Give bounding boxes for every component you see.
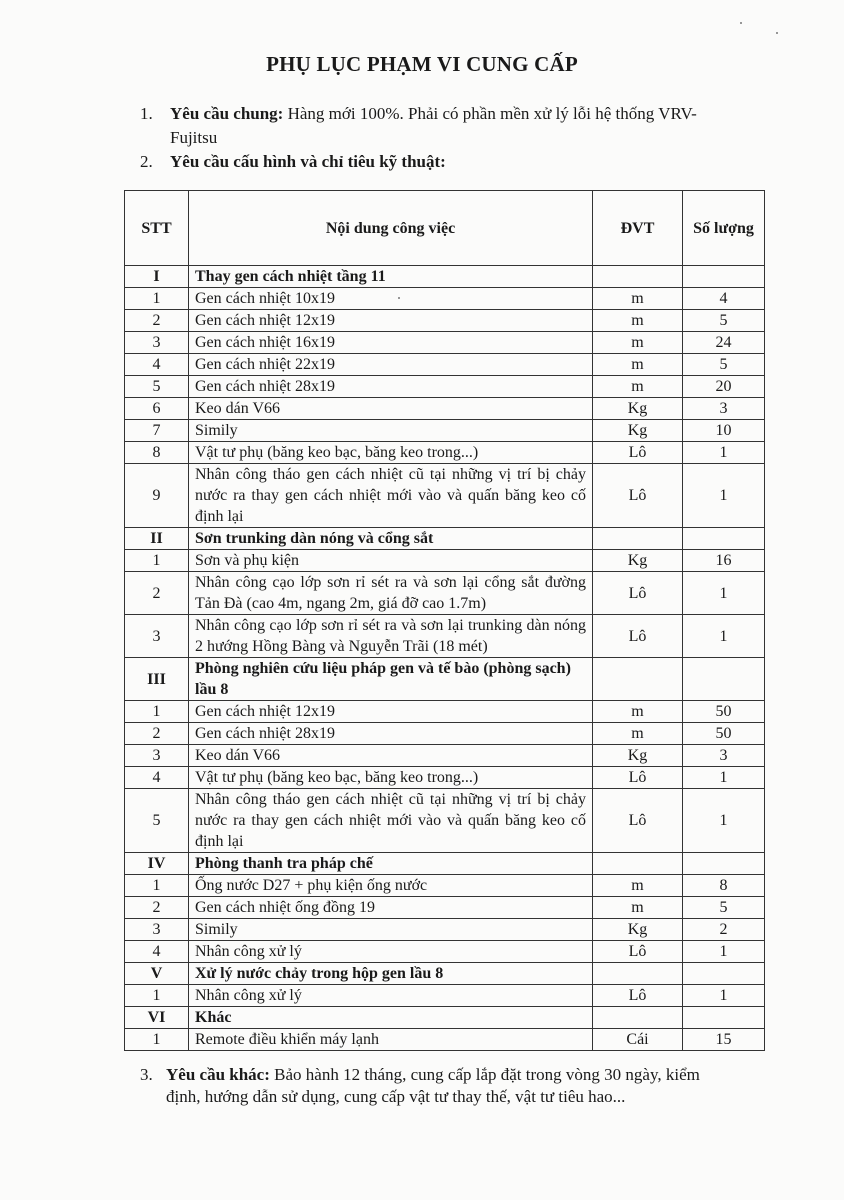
row-quantity: 2 bbox=[683, 919, 765, 941]
row-unit: m bbox=[593, 701, 683, 723]
row-stt: 6 bbox=[125, 398, 189, 420]
row-quantity: 4 bbox=[683, 288, 765, 310]
row-quantity bbox=[683, 658, 765, 701]
table-row bbox=[125, 723, 765, 745]
header-quantity: Số lượng bbox=[683, 191, 765, 266]
table-section-row bbox=[125, 853, 765, 875]
row-content: Phòng nghiên cứu liệu pháp gen và tế bào (phòng sạch) lầu 8 bbox=[189, 658, 593, 701]
row-content: Gen cách nhiệt 16x19 bbox=[189, 332, 593, 354]
row-unit: Lô bbox=[593, 442, 683, 464]
row-stt: 4 bbox=[125, 354, 189, 376]
row-stt: 3 bbox=[125, 919, 189, 941]
row-unit bbox=[593, 853, 683, 875]
row-unit: Kg bbox=[593, 745, 683, 767]
row-stt: 1 bbox=[125, 701, 189, 723]
table-row bbox=[125, 897, 765, 919]
requirement-text: Hàng mới 100%. Phải có phần mền xử lý lỗi hệ thống VRV- bbox=[283, 104, 697, 123]
row-stt: 2 bbox=[125, 310, 189, 332]
table-row bbox=[125, 767, 765, 789]
table-row bbox=[125, 354, 765, 376]
table-header-row bbox=[125, 191, 765, 266]
row-content: Remote điều khiển máy lạnh bbox=[189, 1029, 593, 1051]
row-stt: VI bbox=[125, 1007, 189, 1029]
row-unit: Kg bbox=[593, 398, 683, 420]
row-stt: 9 bbox=[125, 464, 189, 528]
row-quantity: 24 bbox=[683, 332, 765, 354]
table-row bbox=[125, 442, 765, 464]
row-stt: 1 bbox=[125, 875, 189, 897]
row-unit: Cái bbox=[593, 1029, 683, 1051]
table-row bbox=[125, 941, 765, 963]
table-section-row bbox=[125, 266, 765, 288]
row-quantity: 1 bbox=[683, 615, 765, 658]
header-stt: STT bbox=[125, 191, 189, 266]
table-section-row bbox=[125, 963, 765, 985]
row-quantity: 20 bbox=[683, 376, 765, 398]
table-row bbox=[125, 1029, 765, 1051]
row-quantity bbox=[683, 1007, 765, 1029]
row-quantity bbox=[683, 853, 765, 875]
table-row bbox=[125, 875, 765, 897]
table-row bbox=[125, 332, 765, 354]
table-row bbox=[125, 615, 765, 658]
row-quantity: 50 bbox=[683, 723, 765, 745]
row-stt: 2 bbox=[125, 723, 189, 745]
requirement-number: 2. bbox=[140, 152, 153, 171]
row-unit: Kg bbox=[593, 420, 683, 442]
row-quantity: 5 bbox=[683, 354, 765, 376]
row-content: Nhân công xử lý bbox=[189, 985, 593, 1007]
requirement-text: Bảo hành 12 tháng, cung cấp lắp đặt trong vòng 30 ngày, kiểm bbox=[269, 1065, 700, 1084]
row-quantity: 10 bbox=[683, 420, 765, 442]
row-stt: 1 bbox=[125, 550, 189, 572]
row-quantity: 3 bbox=[683, 745, 765, 767]
row-unit: m bbox=[593, 723, 683, 745]
table-row bbox=[125, 376, 765, 398]
table-row bbox=[125, 789, 765, 853]
row-quantity: 1 bbox=[683, 985, 765, 1007]
row-stt: V bbox=[125, 963, 189, 985]
row-stt: 5 bbox=[125, 376, 189, 398]
row-unit: m bbox=[593, 376, 683, 398]
row-quantity bbox=[683, 963, 765, 985]
table-row bbox=[125, 550, 765, 572]
row-quantity: 1 bbox=[683, 442, 765, 464]
requirement-label: Yêu cầu cấu hình và chỉ tiêu kỹ thuật: bbox=[170, 152, 446, 171]
row-quantity: 1 bbox=[683, 572, 765, 615]
row-content: Gen cách nhiệt 28x19 bbox=[189, 376, 593, 398]
row-content: Sơn và phụ kiện bbox=[189, 550, 593, 572]
header-unit: ĐVT bbox=[593, 191, 683, 266]
row-content: Keo dán V66 bbox=[189, 745, 593, 767]
row-quantity: 1 bbox=[683, 767, 765, 789]
table-section-row bbox=[125, 658, 765, 701]
row-unit: Lô bbox=[593, 789, 683, 853]
row-stt: 1 bbox=[125, 985, 189, 1007]
row-content: Simily bbox=[189, 420, 593, 442]
row-quantity: 8 bbox=[683, 875, 765, 897]
row-unit bbox=[593, 266, 683, 288]
row-unit: m bbox=[593, 310, 683, 332]
row-content: Thay gen cách nhiệt tầng 11 bbox=[189, 266, 593, 288]
row-content: Nhân công cạo lớp sơn rỉ sét ra và sơn lại cổng sắt đường Tản Đà (cao 4m, ngang 2m, giá đỡ cao 1.7m) bbox=[189, 572, 593, 615]
page-title: PHỤ LỤC PHẠM VI CUNG CẤP bbox=[266, 52, 578, 76]
row-content: Gen cách nhiệt ống đồng 19 bbox=[189, 897, 593, 919]
row-content: Gen cách nhiệt 22x19 bbox=[189, 354, 593, 376]
requirement-number: 3. bbox=[140, 1065, 153, 1084]
requirement-text-continued: định, hướng dẫn sử dụng, cung cấp vật tư thay thế, vật tư tiêu hao... bbox=[166, 1087, 626, 1106]
row-stt: 7 bbox=[125, 420, 189, 442]
row-unit: Kg bbox=[593, 919, 683, 941]
row-quantity: 1 bbox=[683, 464, 765, 528]
row-content: Gen cách nhiệt 12x19 bbox=[189, 310, 593, 332]
row-stt: 3 bbox=[125, 615, 189, 658]
row-stt: 2 bbox=[125, 897, 189, 919]
scan-speck bbox=[776, 32, 778, 34]
row-content: Nhân công tháo gen cách nhiệt cũ tại những vị trí bị chảy nước ra thay gen cách nhiệt mới vào và quấn băng keo cố định lại bbox=[189, 464, 593, 528]
row-content: Nhân công tháo gen cách nhiệt cũ tại những vị trí bị chảy nước ra thay gen cách nhiệt mới vào và quấn băng keo cố định lại bbox=[189, 789, 593, 853]
table-section-row bbox=[125, 1007, 765, 1029]
row-content: Gen cách nhiệt 28x19 bbox=[189, 723, 593, 745]
table-body bbox=[125, 266, 765, 1051]
scan-speck bbox=[398, 297, 400, 299]
row-content: Simily bbox=[189, 919, 593, 941]
header-content: Nội dung công việc bbox=[189, 191, 593, 266]
row-unit: m bbox=[593, 288, 683, 310]
row-quantity bbox=[683, 528, 765, 550]
row-stt: IV bbox=[125, 853, 189, 875]
row-content: Xử lý nước chảy trong hộp gen lầu 8 bbox=[189, 963, 593, 985]
table-row bbox=[125, 985, 765, 1007]
row-unit bbox=[593, 963, 683, 985]
row-unit: Lô bbox=[593, 572, 683, 615]
row-quantity: 5 bbox=[683, 310, 765, 332]
row-content: Nhân công cạo lớp sơn rỉ sét ra và sơn lại trunking dàn nóng 2 hướng Hồng Bàng và Nguyễn Trãi (18 mét) bbox=[189, 615, 593, 658]
row-content: Phòng thanh tra pháp chế bbox=[189, 853, 593, 875]
requirement-number: 1. bbox=[140, 104, 153, 123]
row-unit bbox=[593, 658, 683, 701]
scope-table bbox=[124, 190, 765, 1051]
row-stt: II bbox=[125, 528, 189, 550]
row-content: Gen cách nhiệt 10x19 bbox=[189, 288, 593, 310]
table-section-row bbox=[125, 528, 765, 550]
row-unit: Lô bbox=[593, 985, 683, 1007]
row-content: Sơn trunking dàn nóng và cổng sắt bbox=[189, 528, 593, 550]
row-unit: Lô bbox=[593, 615, 683, 658]
row-quantity: 3 bbox=[683, 398, 765, 420]
row-stt: 8 bbox=[125, 442, 189, 464]
row-quantity bbox=[683, 266, 765, 288]
row-content: Keo dán V66 bbox=[189, 398, 593, 420]
table-row bbox=[125, 701, 765, 723]
row-unit: m bbox=[593, 897, 683, 919]
row-unit: m bbox=[593, 354, 683, 376]
row-content: Khác bbox=[189, 1007, 593, 1029]
table-row bbox=[125, 310, 765, 332]
requirement-label: Yêu cầu khác: bbox=[166, 1065, 270, 1084]
requirement-text-continued: Fujitsu bbox=[170, 128, 218, 147]
table-row bbox=[125, 919, 765, 941]
row-quantity: 16 bbox=[683, 550, 765, 572]
row-unit bbox=[593, 1007, 683, 1029]
row-content: Vật tư phụ (băng keo bạc, băng keo trong...) bbox=[189, 767, 593, 789]
scan-speck bbox=[740, 22, 742, 24]
table-row bbox=[125, 420, 765, 442]
row-unit: m bbox=[593, 332, 683, 354]
row-quantity: 5 bbox=[683, 897, 765, 919]
row-stt: 2 bbox=[125, 572, 189, 615]
row-quantity: 1 bbox=[683, 941, 765, 963]
row-stt: 1 bbox=[125, 288, 189, 310]
row-stt: 5 bbox=[125, 789, 189, 853]
row-quantity: 50 bbox=[683, 701, 765, 723]
row-stt: 4 bbox=[125, 941, 189, 963]
row-stt: 1 bbox=[125, 1029, 189, 1051]
row-unit: m bbox=[593, 875, 683, 897]
row-quantity: 15 bbox=[683, 1029, 765, 1051]
table-row bbox=[125, 398, 765, 420]
table-row bbox=[125, 464, 765, 528]
row-content: Gen cách nhiệt 12x19 bbox=[189, 701, 593, 723]
row-stt: 3 bbox=[125, 332, 189, 354]
requirement-label: Yêu cầu chung: bbox=[170, 104, 284, 123]
row-stt: 3 bbox=[125, 745, 189, 767]
row-stt: III bbox=[125, 658, 189, 701]
row-content: Vật tư phụ (băng keo bạc, băng keo trong...) bbox=[189, 442, 593, 464]
row-unit: Lô bbox=[593, 941, 683, 963]
row-stt: I bbox=[125, 266, 189, 288]
row-content: Nhân công xử lý bbox=[189, 941, 593, 963]
row-unit bbox=[593, 528, 683, 550]
row-unit: Kg bbox=[593, 550, 683, 572]
table-row bbox=[125, 745, 765, 767]
row-quantity: 1 bbox=[683, 789, 765, 853]
row-stt: 4 bbox=[125, 767, 189, 789]
row-unit: Lô bbox=[593, 767, 683, 789]
row-content: Ống nước D27 + phụ kiện ống nước bbox=[189, 875, 593, 897]
table-row bbox=[125, 572, 765, 615]
row-unit: Lô bbox=[593, 464, 683, 528]
table-row bbox=[125, 288, 765, 310]
